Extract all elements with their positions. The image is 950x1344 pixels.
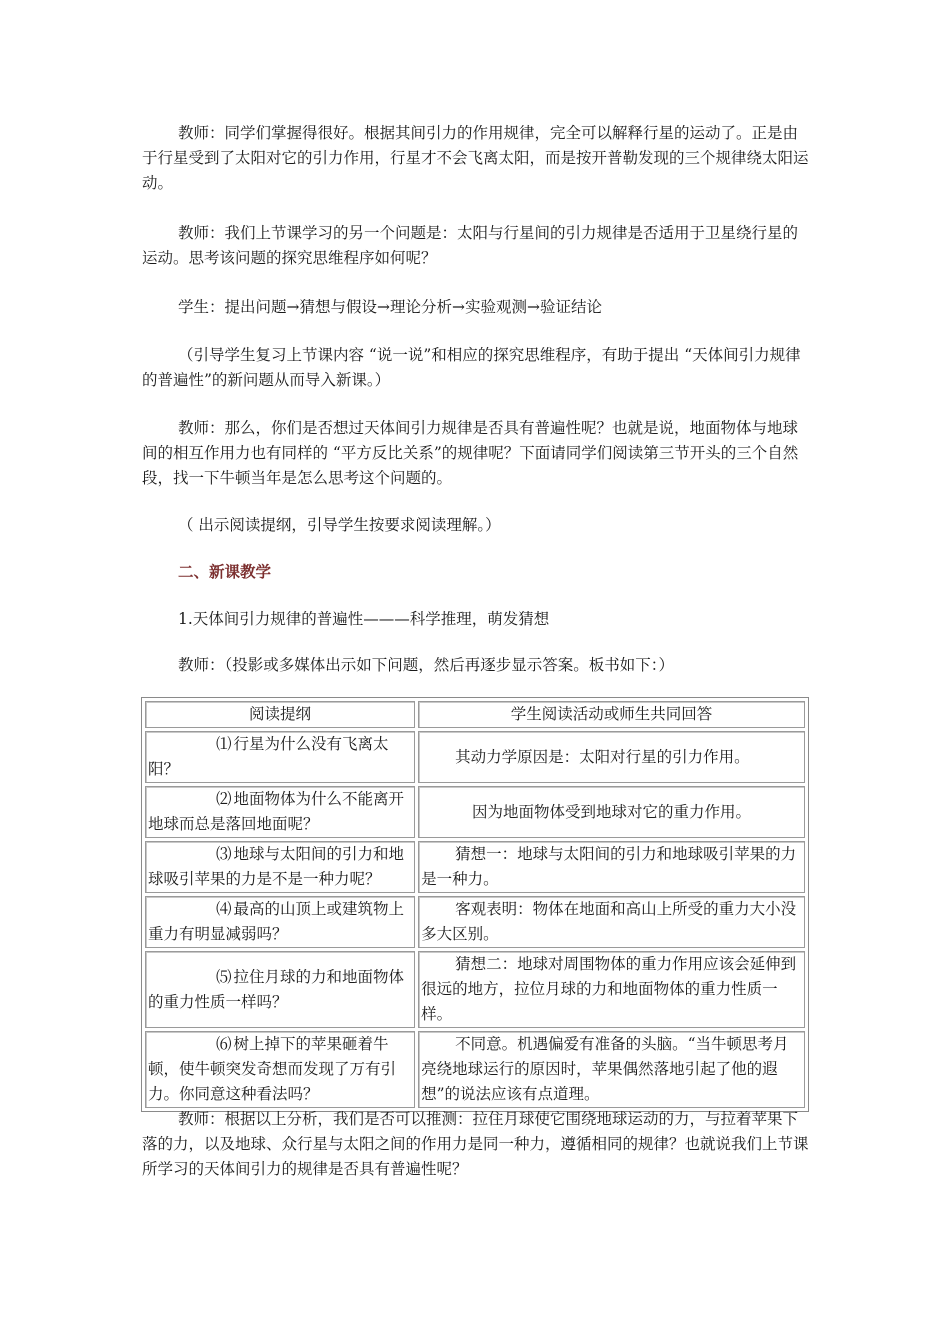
answer-cell: 不同意。机遇偏爱有准备的头脑。“当牛顿思考月亮绕地球运行的原因时，苹果偶然落地引起了他的遐想”的说法应该有点道理。 [418, 1031, 805, 1108]
answer-cell: 因为地面物体受到地球对它的重力作用。 [418, 786, 805, 838]
table-row [145, 731, 805, 783]
answer-cell: 猜想二：地球对周围物体的重力作用应该会延伸到很远的地方，拉位月球的力和地面物体的重力性质一样。 [418, 951, 805, 1028]
paragraph-teacher-2: 教师：我们上节课学习的另一个问题是：太阳与行星间的引力规律是否适用于卫星绕行星的运动。思考该问题的探究思维程序如何呢？ [142, 224, 799, 267]
question-number: ⑹ [216, 1035, 232, 1053]
question-cell [145, 951, 415, 1028]
paragraph-teacher-3: 教师：那么，你们是否想过天体间引力规律是否具有普遍性呢？也就是说，地面物体与地球间的相互作用力也有同样的 “平方反比关系”的规律呢？下面请同学们阅读第三节开头的三个自然段，找一下牛顿当年是怎么思考这个问题的。 [142, 419, 799, 487]
question-cell [145, 841, 415, 893]
question-cell [145, 731, 415, 783]
question-cell [145, 896, 415, 948]
section-heading: 二、新课教学 [178, 562, 272, 581]
question-number: ⑴ [216, 735, 232, 753]
paragraph-teacher-1: 教师：同学们掌握得很好。根据其间引力的作用规律，完全可以解释行星的运动了。正是由于行星受到了太阳对它的引力作用，行星才不会飞离太阳，而是按开普勒发现的三个规律绕太阳运动。 [142, 124, 809, 192]
paragraph-student-1: 学生：提出问题→猜想与假设→理论分析→实验观测→验证结论 [178, 298, 602, 316]
question-number: ⑸ [216, 967, 232, 986]
table-header-row [145, 701, 805, 728]
question-text: 拉住月球的力和地面物体的重力性质一样吗？ [148, 967, 405, 1011]
paragraph-teacher-4: 教师：（投影或多媒体出示如下问题，然后再逐步显示答案。板书如下：） [178, 656, 675, 674]
paragraph-guide-note-2: （ 出示阅读提纲，引导学生按要求阅读理解。） [178, 516, 501, 534]
question-number: ⑷ [216, 900, 232, 918]
question-cell [145, 786, 415, 838]
table-row [145, 841, 805, 893]
question-text: 树上掉下的苹果砸着牛顿，使牛顿突发奇想而发现了万有引力。你同意这种看法吗？ [148, 1035, 397, 1103]
question-number: ⑵ [216, 790, 232, 808]
question-text: 最高的山顶上或建筑物上重力有明显减弱吗？ [148, 900, 405, 943]
question-text: 行星为什么没有飞离太阳？ [148, 735, 389, 778]
table-row [145, 1031, 805, 1108]
question-text: 地面物体为什么不能离开地球而总是落回地面呢？ [148, 790, 405, 833]
subsection-title: 1.天体间引力规律的普遍性———科学推理，萌发猜想 [178, 610, 550, 628]
question-cell [145, 1031, 415, 1108]
paragraph-guide-note-1: （引导学生复习上节课内容 “说一说”和相应的探究思维程序，有助于提出 “天体间引力规律的普遍性”的新问题从而导入新课。） [142, 346, 801, 389]
table-header-cell: 学生阅读活动或师生共同回答 [418, 701, 805, 728]
table-row [145, 951, 805, 1028]
table-row [145, 786, 805, 838]
reading-outline-table [141, 697, 809, 1112]
question-number: ⑶ [216, 845, 232, 863]
answer-cell: 客观表明：物体在地面和高山上所受的重力大小没多大区别。 [418, 896, 805, 948]
table-header-cell: 阅读提纲 [145, 701, 415, 728]
answer-cell: 其动力学原因是：太阳对行星的引力作用。 [418, 731, 805, 783]
question-text: 地球与太阳间的引力和地球吸引苹果的力是不是一种力呢？ [148, 845, 405, 888]
paragraph-teacher-5: 教师：根据以上分析，我们是否可以推测：拉住月球使它围绕地球运动的力，与拉着苹果下落的力，以及地球、众行星与太阳之间的作用力是同一种力，遵循相同的规律？也就说我们上节课所学习的天体间引力的规律是否具有普遍性呢？ [142, 1110, 809, 1178]
answer-cell: 猜想一：地球与太阳间的引力和地球吸引苹果的力是一种力。 [418, 841, 805, 893]
table-row [145, 896, 805, 948]
